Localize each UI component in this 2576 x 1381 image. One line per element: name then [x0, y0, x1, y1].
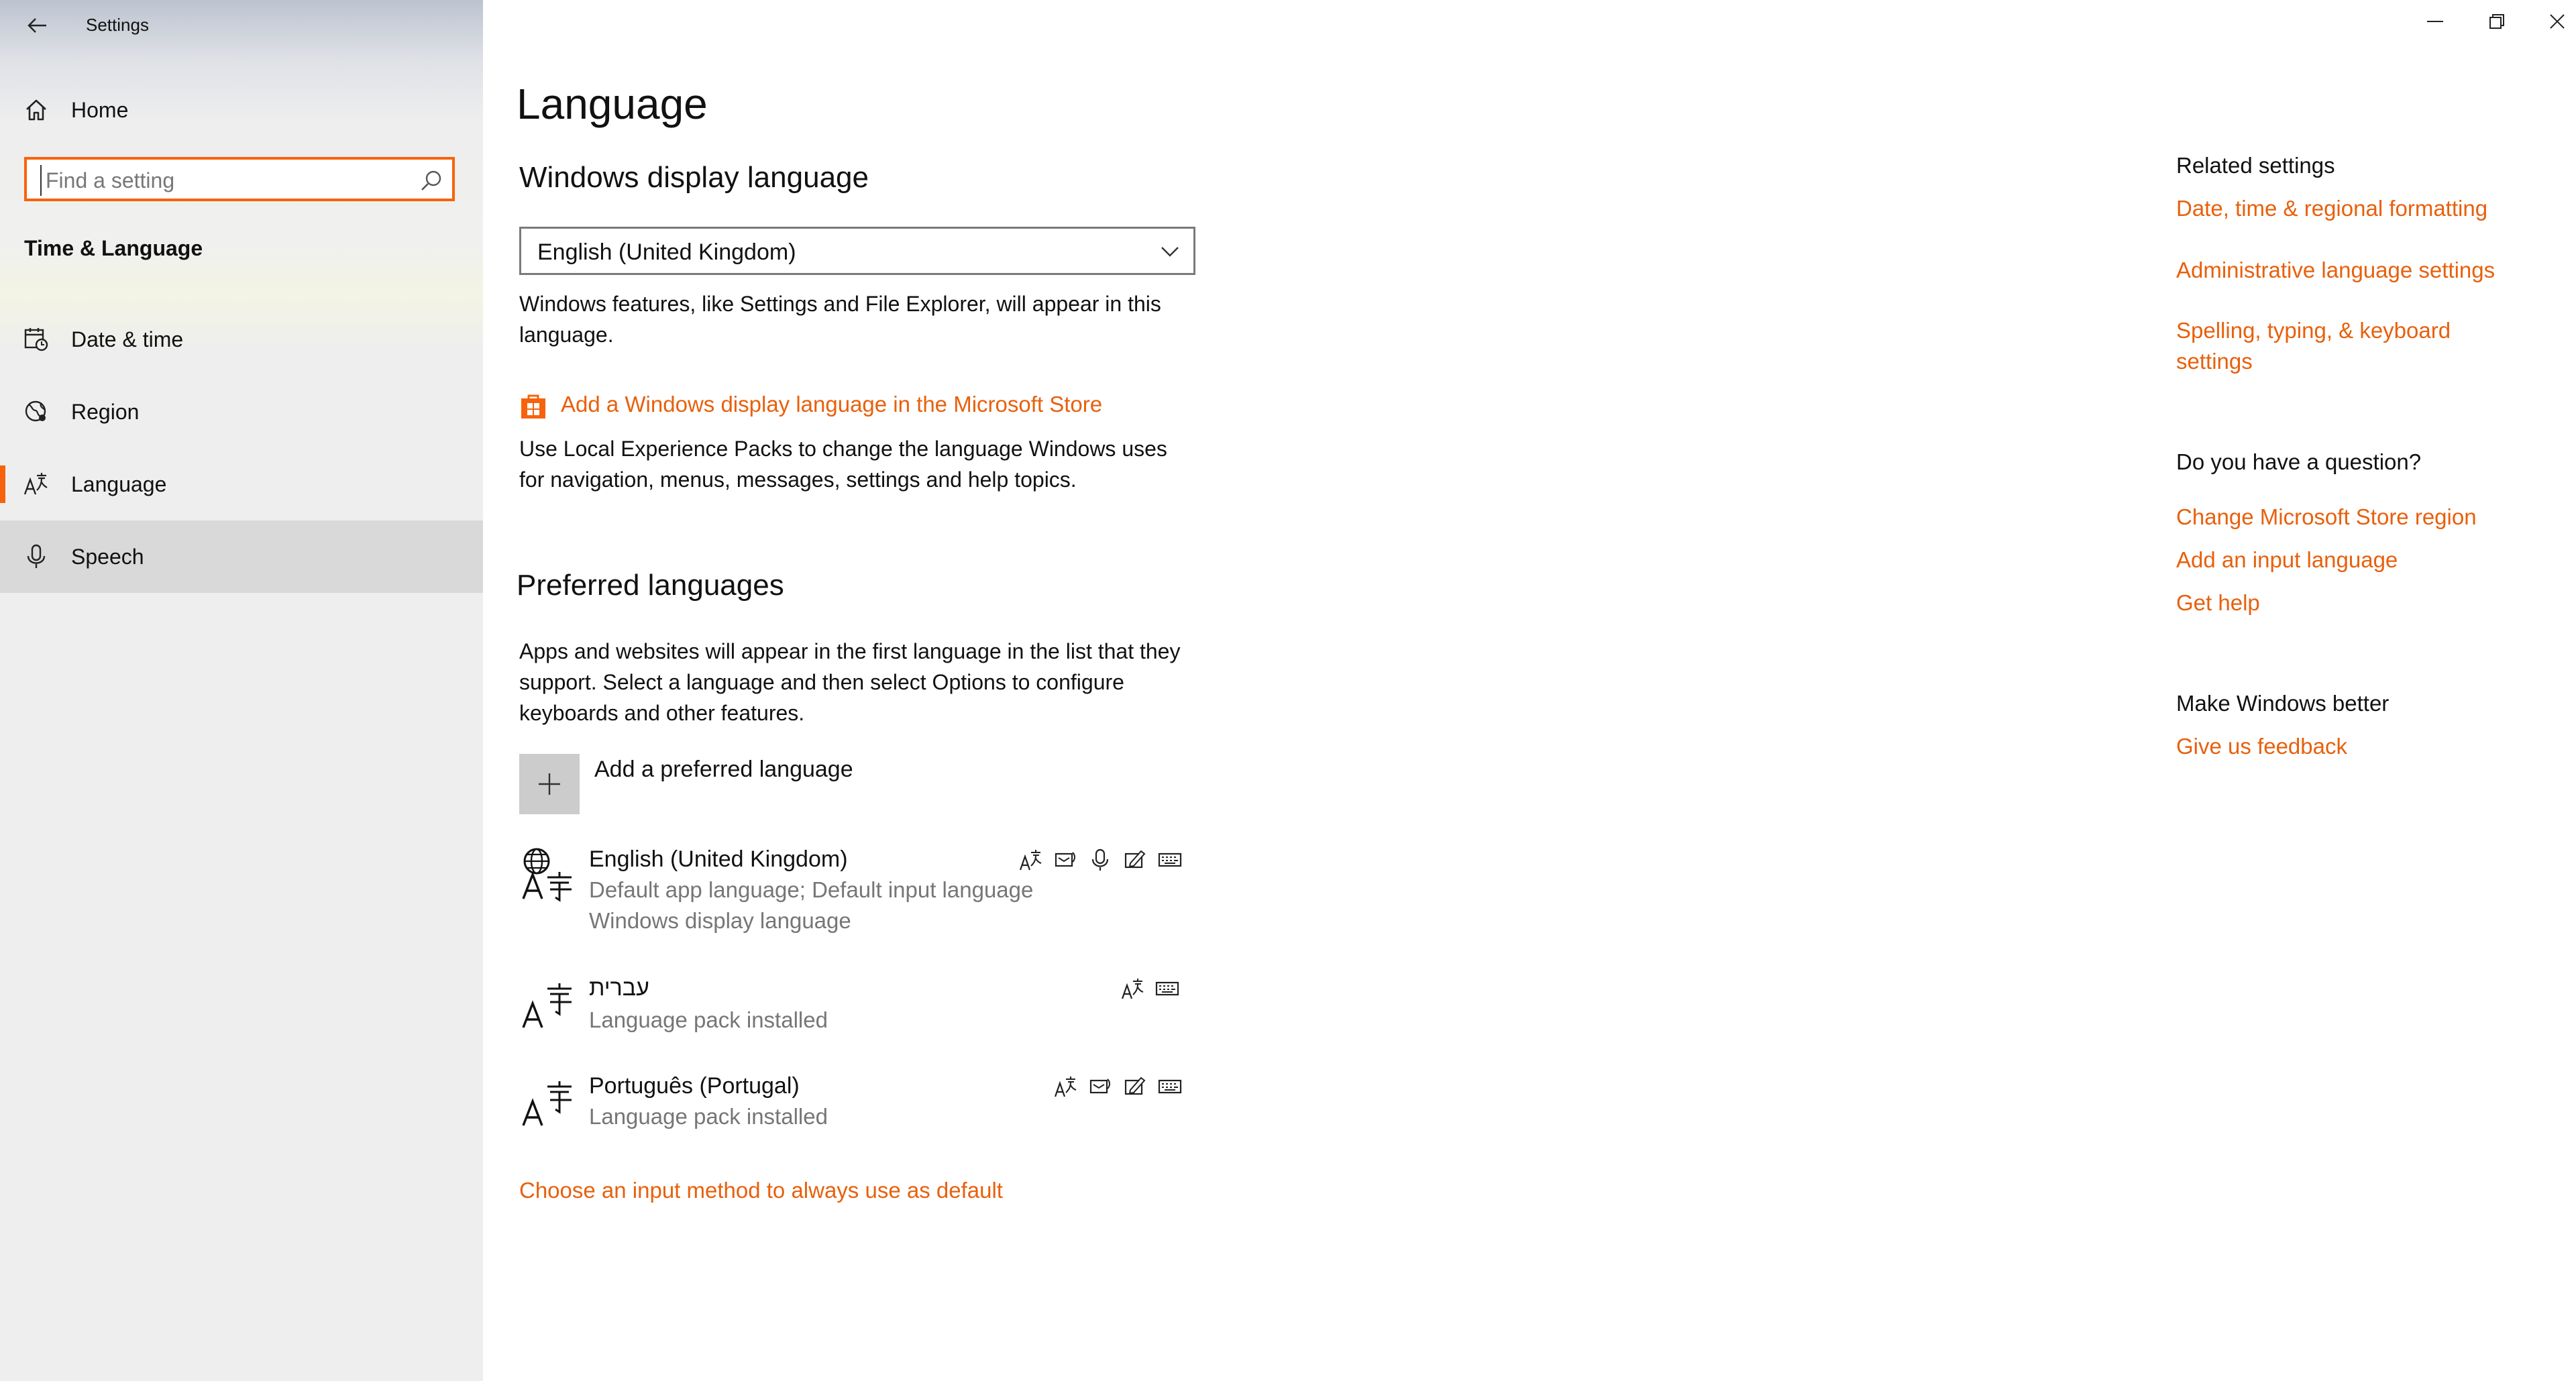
window-title: Settings	[86, 15, 149, 35]
text-to-speech-icon	[1052, 846, 1079, 873]
minimize-button[interactable]	[2404, 0, 2466, 43]
make-windows-better-heading: Make Windows better	[2176, 691, 2390, 716]
microsoft-store-icon	[519, 392, 547, 420]
keyboard-icon	[1157, 1073, 1183, 1100]
display-language-dropdown[interactable]	[519, 227, 1195, 275]
handwriting-icon	[1122, 846, 1148, 873]
add-language-label[interactable]: Add a preferred language	[594, 757, 853, 782]
related-link-date-time[interactable]: Date, time & regional formatting	[2176, 196, 2488, 221]
section-title: Time & Language	[24, 236, 203, 260]
language-globe-icon	[519, 846, 577, 904]
language-item-english[interactable]	[519, 846, 1190, 940]
close-icon	[2549, 13, 2565, 30]
sidebar-item-label: Speech	[71, 544, 144, 569]
language-icon	[519, 1073, 577, 1131]
sidebar-item-label: Language	[71, 472, 167, 496]
chevron-down-icon	[1160, 243, 1180, 260]
display-language-value: English (United Kingdom)	[537, 239, 796, 265]
restore-icon	[2489, 13, 2505, 30]
input-method-link[interactable]: Choose an input method to always use as default	[519, 1178, 1003, 1203]
link-give-feedback[interactable]: Give us feedback	[2176, 734, 2347, 759]
language-name: Português (Portugal)	[589, 1073, 800, 1099]
plus-icon	[537, 772, 561, 796]
sidebar-item-region[interactable]	[0, 376, 483, 448]
language-item-hebrew[interactable]	[519, 975, 1190, 1042]
language-status: Language pack installed	[589, 1007, 828, 1032]
handwriting-icon	[1122, 1073, 1148, 1100]
sidebar-item-speech[interactable]	[0, 520, 483, 593]
link-get-help[interactable]: Get help	[2176, 590, 2260, 615]
link-change-store-region[interactable]: Change Microsoft Store region	[2176, 504, 2477, 529]
language-icon	[23, 471, 50, 498]
selected-indicator	[0, 465, 5, 503]
display-language-icon	[1119, 975, 1146, 1002]
language-item-portuguese[interactable]	[519, 1073, 1190, 1140]
language-icon	[519, 975, 577, 1033]
add-language-button[interactable]	[519, 754, 580, 814]
language-features	[1119, 975, 1181, 1002]
link-add-input-language[interactable]: Add an input language	[2176, 547, 2398, 572]
sidebar-item-label: Region	[71, 399, 140, 424]
sidebar-item-home[interactable]	[0, 74, 483, 146]
language-status: Default app language; Default input language	[589, 877, 1034, 902]
back-arrow-icon	[28, 17, 48, 34]
display-language-icon	[1017, 846, 1044, 873]
preferred-description: Apps and websites will appear in the first language in the list that they support. Select a language and then select Options to configure keyboards and other features.	[519, 639, 1181, 725]
language-status: Language pack installed	[589, 1104, 828, 1129]
language-name: עברית	[589, 975, 649, 1001]
language-name: English (United Kingdom)	[589, 846, 848, 872]
preferred-languages-heading: Preferred languages	[517, 569, 784, 602]
store-description: Use Local Experience Packs to change the language Windows uses for navigation, menus, messages, settings and help topics.	[519, 437, 1167, 492]
close-button[interactable]	[2526, 0, 2576, 43]
related-settings-heading: Related settings	[2176, 153, 2335, 178]
sidebar-item-language[interactable]	[0, 448, 483, 520]
microphone-icon	[23, 543, 50, 570]
language-features	[1052, 1073, 1183, 1100]
question-heading: Do you have a question?	[2176, 449, 2422, 474]
back-button[interactable]	[19, 7, 56, 44]
related-link-admin-language[interactable]: Administrative language settings	[2176, 258, 2496, 282]
search-box[interactable]	[24, 157, 455, 201]
home-icon	[23, 97, 50, 123]
restore-button[interactable]	[2466, 0, 2528, 43]
display-language-description: Windows features, like Settings and File Explorer, will appear in this language.	[519, 292, 1161, 347]
search-input[interactable]	[40, 165, 423, 196]
display-language-icon	[1052, 1073, 1079, 1100]
globe-region-icon	[23, 398, 50, 425]
sidebar-item-date-time[interactable]	[0, 303, 483, 376]
language-status-secondary: Windows display language	[589, 908, 851, 933]
sidebar-home-label: Home	[71, 97, 129, 122]
speech-recognition-icon	[1087, 846, 1114, 873]
minimize-icon	[2427, 20, 2443, 23]
sidebar	[0, 0, 483, 1381]
display-language-heading: Windows display language	[519, 161, 869, 194]
language-features	[1017, 846, 1183, 873]
page-title: Language	[517, 80, 708, 128]
store-language-link[interactable]: Add a Windows display language in the Microsoft Store	[561, 392, 1103, 417]
keyboard-icon	[1157, 846, 1183, 873]
keyboard-icon	[1154, 975, 1181, 1002]
related-link-spelling[interactable]: Spelling, typing, & keyboard settings	[2176, 318, 2451, 374]
sidebar-item-label: Date & time	[71, 327, 184, 351]
calendar-clock-icon	[23, 326, 50, 353]
search-icon[interactable]	[420, 169, 443, 192]
text-to-speech-icon	[1087, 1073, 1114, 1100]
